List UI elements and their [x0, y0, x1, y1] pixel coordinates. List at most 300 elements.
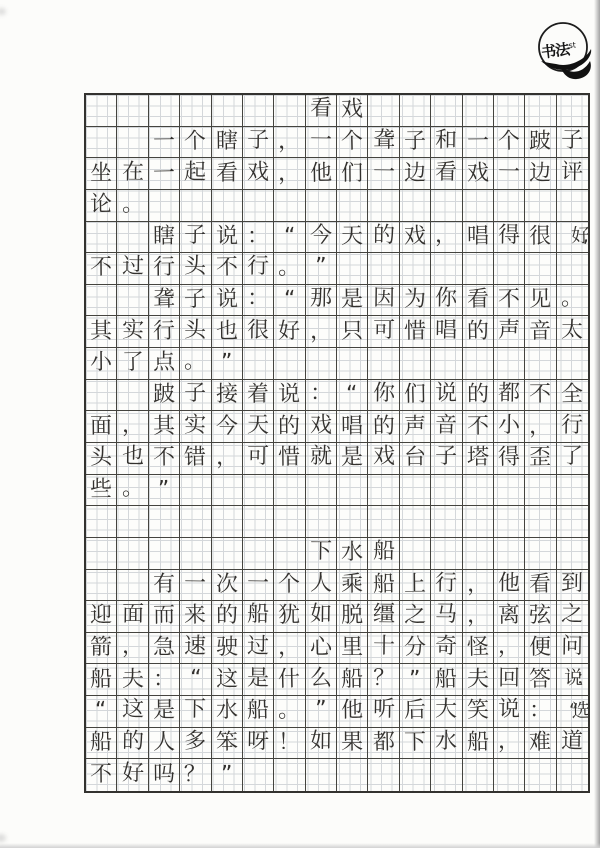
handwritten-character: 戏: [341, 97, 364, 123]
handwritten-character: 声: [403, 413, 427, 439]
grid-cell: [212, 570, 243, 602]
grid-cell: [86, 127, 117, 159]
handwritten-character: 船: [341, 666, 364, 692]
handwritten-character: 着: [246, 381, 270, 408]
grid-cell: [117, 728, 148, 760]
grid-cell: [368, 475, 399, 507]
grid-cell: [180, 443, 211, 475]
grid-cell: [431, 506, 462, 538]
handwritten-character: “: [95, 698, 108, 724]
handwritten-character: 论: [90, 192, 113, 218]
grid-cell: [463, 601, 494, 633]
handwritten-character: 戏: [466, 160, 489, 186]
grid-cell: [274, 633, 305, 665]
handwritten-character: 今: [215, 413, 238, 439]
seal-text: 书法$^{st}$: [540, 40, 577, 62]
grid-cell: [400, 253, 431, 285]
grid-cell: [431, 222, 462, 254]
handwritten-character: 小: [90, 350, 113, 376]
grid-cell: [180, 538, 211, 570]
grid-cell: [494, 475, 525, 507]
handwritten-character: 一: [246, 570, 270, 596]
grid-cell: [117, 190, 148, 222]
handwritten-character: 如: [309, 602, 332, 628]
handwritten-character: 大: [435, 697, 458, 723]
grid-cell: [494, 348, 525, 380]
grid-cell: [180, 190, 211, 222]
grid-cell: [337, 316, 368, 348]
grid-cell: [337, 285, 368, 317]
grid-cell: [337, 348, 368, 380]
grid-cell: [274, 728, 305, 760]
grid-cell: [431, 443, 462, 475]
grid-cell: [117, 664, 148, 696]
grid-cell: [400, 158, 431, 190]
grid-cell: [557, 190, 588, 222]
grid-cell: [243, 253, 274, 285]
grid-cell: [149, 190, 180, 222]
grid-cell: [149, 443, 180, 475]
grid-cell: [149, 127, 180, 159]
grid-cell: [274, 664, 305, 696]
grid-cell: [368, 222, 399, 254]
grid-cell: [243, 759, 274, 791]
grid-cell: [274, 158, 305, 190]
handwritten-character: 上: [403, 571, 427, 597]
handwritten-character: 驶: [215, 635, 238, 661]
grid-cell: [86, 190, 117, 222]
handwritten-character: 很: [246, 317, 270, 343]
grid-cell: [431, 633, 462, 665]
handwritten-character: ，: [435, 222, 458, 248]
grid-cell: [368, 127, 399, 159]
grid-cell: [117, 601, 148, 633]
grid-cell: [557, 570, 588, 602]
grid-cell: [86, 475, 117, 507]
handwritten-character: 人: [152, 729, 176, 756]
handwritten-character: 好,: [570, 225, 582, 248]
handwritten-character: 。: [184, 349, 207, 375]
grid-cell: [180, 570, 211, 602]
handwritten-character: 看: [529, 571, 552, 598]
grid-cell: [463, 443, 494, 475]
grid-cell: [525, 316, 556, 348]
grid-cell: [306, 759, 337, 791]
grid-cell: [368, 190, 399, 222]
handwritten-character: ”: [157, 476, 170, 503]
grid-cell: [117, 380, 148, 412]
handwritten-character: 行: [152, 318, 176, 344]
grid-cell: [180, 411, 211, 443]
grid-cell: [463, 158, 494, 190]
grid-cell: [525, 601, 556, 633]
handwritten-character: 得: [497, 445, 521, 471]
grid-cell: [180, 506, 211, 538]
grid-cell: [117, 158, 148, 190]
grid-cell: [212, 664, 243, 696]
grid-cell: [149, 316, 180, 348]
grid-cell: [212, 380, 243, 412]
handwritten-character: 说：: [564, 667, 588, 690]
grid-cell: [494, 127, 525, 159]
grid-cell: [86, 664, 117, 696]
handwritten-character: 点: [152, 350, 176, 376]
handwritten-character: 便: [529, 635, 552, 661]
handwritten-character: 因: [372, 285, 395, 312]
grid-cell: [274, 348, 305, 380]
handwritten-character: 行: [561, 412, 584, 438]
handwritten-character: 都: [372, 729, 395, 756]
handwritten-character: 果: [341, 729, 364, 756]
handwritten-character: 起: [184, 159, 207, 185]
grid-cell: [149, 570, 180, 602]
handwritten-character: 是: [340, 286, 364, 313]
grid-cell: [463, 316, 494, 348]
grid-cell: [117, 443, 148, 475]
grid-cell: [86, 633, 117, 665]
grid-cell: [149, 380, 180, 412]
grid-cell: [400, 190, 431, 222]
grid-cell: [117, 570, 148, 602]
handwritten-character: 水: [435, 728, 458, 755]
grid-cell: [368, 633, 399, 665]
grid-cell: [368, 158, 399, 190]
grid-cell: [525, 222, 556, 254]
grid-cell: [400, 506, 431, 538]
grid-cell: [149, 95, 180, 127]
grid-cell: [117, 253, 148, 285]
handwritten-character: ，: [278, 128, 301, 155]
handwritten-character: ，: [121, 633, 144, 660]
grid-cell: [243, 601, 274, 633]
grid-cell: [368, 728, 399, 760]
grid-cell: [337, 95, 368, 127]
grid-cell: [212, 285, 243, 317]
grid-cell: [243, 728, 274, 760]
grid-cell: [180, 601, 211, 633]
handwritten-character: 个: [340, 128, 364, 155]
grid-cell: [400, 411, 431, 443]
grid-cell: [463, 696, 494, 728]
handwritten-character: 的: [466, 381, 489, 408]
handwritten-character: 他: [341, 698, 364, 724]
grid-cell: [525, 95, 556, 127]
grid-cell: [337, 475, 368, 507]
handwritten-character: 子: [184, 286, 207, 313]
handwritten-character: 见: [529, 287, 552, 313]
handwritten-character: 边: [403, 160, 427, 186]
grid-cell: [306, 443, 337, 475]
grid-cell: [149, 759, 180, 791]
handwritten-character: 面: [90, 413, 113, 439]
grid-cell: [306, 696, 337, 728]
handwritten-character: 和: [435, 127, 458, 154]
grid-cell: [212, 601, 243, 633]
handwritten-character: 船: [90, 666, 113, 692]
handwritten-character: 戏: [246, 159, 270, 185]
grid-cell: [337, 411, 368, 443]
handwritten-character: 看: [466, 287, 489, 313]
grid-cell: [431, 158, 462, 190]
grid-cell: [557, 158, 588, 190]
grid-cell: [368, 601, 399, 633]
grid-cell: [557, 316, 588, 348]
handwritten-character: 评: [561, 159, 584, 185]
composition-grid: [84, 93, 590, 793]
grid-cell: [149, 285, 180, 317]
handwritten-character: 那: [309, 285, 332, 312]
handwritten-character: 惜: [403, 318, 427, 344]
handwritten-character: 唱: [435, 317, 458, 343]
grid-cell: [463, 506, 494, 538]
handwritten-character: 实: [184, 412, 207, 438]
handwritten-character: 太: [561, 317, 584, 343]
grid-cell: [557, 253, 588, 285]
handwritten-character: 都: [497, 380, 521, 407]
grid-cell: [431, 601, 462, 633]
grid-cell: [86, 601, 117, 633]
grid-cell: [274, 380, 305, 412]
grid-cell: [274, 759, 305, 791]
handwritten-character: 聋: [372, 127, 395, 154]
grid-cell: [212, 158, 243, 190]
handwritten-character: 们: [403, 381, 427, 408]
grid-cell: [180, 664, 211, 696]
grid-cell: [212, 443, 243, 475]
handwritten-character: 水: [215, 698, 238, 724]
grid-cell: [337, 443, 368, 475]
grid-cell: [400, 348, 431, 380]
grid-cell: [86, 506, 117, 538]
grid-cell: [494, 506, 525, 538]
grid-cell: [557, 127, 588, 159]
handwritten-character: 的: [215, 603, 238, 629]
handwritten-character: 小: [497, 412, 521, 438]
grid-cell: [149, 728, 180, 760]
grid-cell: [525, 506, 556, 538]
grid-cell: [557, 696, 588, 728]
handwritten-character: ？: [372, 665, 395, 691]
grid-cell: [463, 664, 494, 696]
grid-cell: [368, 316, 399, 348]
grid-cell: [306, 570, 337, 602]
handwritten-character: 道: [561, 728, 584, 755]
handwritten-character: 说: [215, 223, 238, 249]
grid-cell: [212, 475, 243, 507]
grid-cell: [306, 506, 337, 538]
grid-cell: [400, 664, 431, 696]
grid-cell: [86, 570, 117, 602]
grid-cell: [212, 190, 243, 222]
grid-cell: [337, 538, 368, 570]
grid-cell: [243, 348, 274, 380]
handwritten-character: 船: [466, 729, 489, 756]
grid-cell: [400, 380, 431, 412]
grid-cell: [368, 570, 399, 602]
grid-cell: [243, 380, 274, 412]
grid-cell: [463, 380, 494, 412]
handwritten-character: 怪: [466, 634, 489, 661]
handwritten-character: 看: [215, 160, 238, 186]
grid-cell: [525, 475, 556, 507]
handwritten-character: 可: [246, 444, 270, 470]
grid-cell: [243, 443, 274, 475]
grid-cell: [180, 127, 211, 159]
handwritten-character: 头: [90, 445, 113, 471]
handwritten-character: 了: [121, 350, 144, 376]
handwritten-character: 笨: [215, 729, 238, 756]
handwritten-character: 可: [372, 317, 395, 343]
grid-cell: [494, 190, 525, 222]
grid-cell: [306, 127, 337, 159]
grid-cell: [431, 127, 462, 159]
grid-cell: [400, 633, 431, 665]
grid-cell: [180, 222, 211, 254]
handwritten-character: 错: [184, 445, 207, 471]
grid-cell: [212, 253, 243, 285]
grid-cell: [243, 696, 274, 728]
handwritten-character: ，: [278, 160, 301, 186]
handwritten-character: 。: [278, 698, 301, 724]
grid-cell: [463, 222, 494, 254]
grid-cell: [431, 348, 462, 380]
handwritten-character: 夫: [121, 666, 144, 692]
handwritten-character: 脱: [340, 603, 364, 629]
grid-cell: [494, 696, 525, 728]
handwritten-character: ，: [466, 603, 489, 629]
handwritten-character: 们: [341, 160, 364, 186]
grid-cell: [525, 443, 556, 475]
scan-edge-bottom: [0, 843, 600, 848]
grid-cell: [431, 95, 462, 127]
grid-cell: [117, 633, 148, 665]
grid-cell: [212, 728, 243, 760]
calligraphy-seal-logo: [534, 20, 596, 82]
grid-cell: [306, 285, 337, 317]
handwritten-character: 其: [152, 413, 176, 439]
handwritten-character: 十: [372, 633, 395, 660]
grid-cell: [117, 759, 148, 791]
grid-cell: [274, 570, 305, 602]
handwritten-character: 只: [341, 318, 364, 344]
grid-cell: [117, 222, 148, 254]
handwritten-character: ：: [529, 698, 552, 724]
grid-cell: [117, 506, 148, 538]
grid-cell: [557, 443, 588, 475]
grid-cell: [525, 538, 556, 570]
grid-cell: [525, 253, 556, 285]
grid-cell: [400, 696, 431, 728]
grid-cell: [494, 411, 525, 443]
grid-cell: [274, 475, 305, 507]
grid-cell: [212, 538, 243, 570]
handwritten-character: ”: [409, 666, 421, 692]
handwritten-character: 行: [435, 570, 458, 596]
handwritten-character: ！: [278, 729, 301, 756]
grid-cell: [337, 158, 368, 190]
handwritten-character: 的: [372, 413, 395, 439]
grid-cell: [368, 759, 399, 791]
grid-cell: [180, 696, 211, 728]
grid-cell: [494, 158, 525, 190]
handwritten-character: ，: [497, 728, 521, 755]
handwritten-character: 过: [121, 254, 144, 280]
handwritten-character: 的: [278, 413, 301, 439]
handwritten-character: 好: [121, 761, 144, 787]
grid-cell: [400, 95, 431, 127]
grid-cell: [243, 633, 274, 665]
handwritten-character: 马: [435, 602, 458, 628]
grid-cell: [149, 506, 180, 538]
handwritten-character: 一: [372, 159, 395, 185]
grid-cell: [494, 538, 525, 570]
handwritten-character: 。: [561, 285, 584, 312]
handwritten-character: 说: [497, 697, 521, 723]
grid-cell: [306, 411, 337, 443]
handwritten-character: ，: [466, 571, 489, 597]
handwritten-character: 迎: [90, 603, 113, 629]
grid-cell: [243, 411, 274, 443]
grid-cell: [180, 285, 211, 317]
handwritten-character: ：: [309, 380, 332, 407]
grid-cell: [368, 380, 399, 412]
scan-smudge-bottom-left: [0, 834, 6, 842]
handwritten-character: 呀: [246, 728, 270, 755]
handwritten-character: 一: [184, 570, 207, 596]
grid-cell: [306, 190, 337, 222]
grid-cell: [117, 316, 148, 348]
handwritten-character: 在: [121, 159, 144, 185]
grid-cell: [431, 253, 462, 285]
grid-cell: [149, 348, 180, 380]
grid-cell: [86, 538, 117, 570]
grid-cell: [557, 411, 588, 443]
handwritten-character: 聋: [152, 287, 176, 313]
handwritten-character: 之: [403, 603, 427, 629]
grid-cell: [368, 95, 399, 127]
handwritten-character: 里: [341, 635, 364, 661]
grid-cell: [431, 728, 462, 760]
grid-cell: [337, 759, 368, 791]
handwritten-character: 弦: [529, 603, 552, 629]
grid-cell: [149, 253, 180, 285]
grid-cell: [243, 158, 274, 190]
handwritten-character: 问: [561, 633, 584, 660]
handwritten-character: 难: [529, 729, 552, 756]
handwritten-character: 得: [497, 222, 521, 248]
grid-cell: [180, 158, 211, 190]
grid-cell: [274, 127, 305, 159]
handwritten-character: 你: [372, 380, 395, 407]
handwritten-character: 船: [372, 571, 395, 598]
handwritten-character: 天: [246, 412, 270, 438]
grid-cell: [86, 316, 117, 348]
grid-cell: [306, 380, 337, 412]
grid-cell: [243, 222, 274, 254]
grid-cell: [431, 696, 462, 728]
grid-cell: [431, 190, 462, 222]
grid-cell: [117, 95, 148, 127]
handwritten-character: 这: [121, 697, 144, 723]
grid-cell: [494, 570, 525, 602]
handwritten-character: 一: [309, 127, 332, 154]
handwritten-character: 下: [184, 697, 207, 723]
grid-cell: [117, 411, 148, 443]
grid-cell: [149, 538, 180, 570]
grid-cell: [243, 190, 274, 222]
handwritten-character: 瞎: [152, 223, 176, 249]
grid-cell: [557, 664, 588, 696]
